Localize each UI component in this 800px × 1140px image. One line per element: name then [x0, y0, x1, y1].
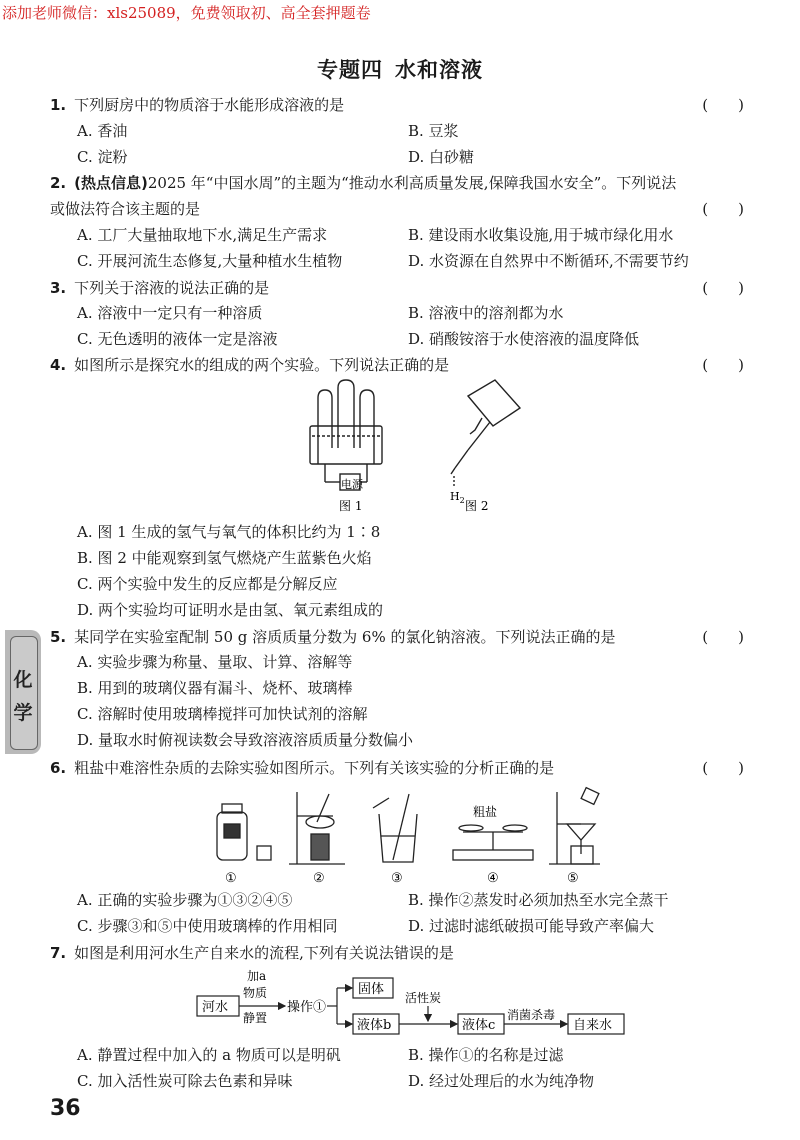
question-3: [50, 275, 746, 301]
option-b: B. 用到的玻璃仪器有漏斗、烧杯、玻璃棒: [77, 679, 353, 697]
option-d: D. 水资源在自然界中不断循环,不需要节约: [408, 252, 689, 270]
question-stem: 粗盐中难溶性杂质的去除实验如图所示。下列有关该实验的分析正确的是: [74, 759, 555, 777]
answer-blank: ( ): [702, 356, 744, 374]
answer-blank: ( ): [702, 759, 744, 777]
option-a: A. 溶液中一定只有一种溶质: [77, 304, 263, 322]
balance-icon: [453, 825, 533, 860]
river-water-label: 河水: [202, 1000, 229, 1015]
question-number: 2.: [50, 174, 67, 192]
water-experiments-figure: [290, 378, 550, 518]
option-c: C. 加入活性炭可除去色素和异味: [77, 1072, 293, 1090]
title-name: 水和溶液: [395, 58, 483, 82]
power-label: 电源: [341, 478, 363, 491]
title-topic: 专题四: [317, 58, 383, 82]
page-title: [0, 54, 800, 84]
option-d: D. 经过处理后的水为纯净物: [408, 1072, 595, 1090]
option-d: D. 白砂糖: [408, 148, 475, 166]
question-4: [50, 352, 746, 378]
fig2-caption: 图 2: [465, 499, 489, 513]
option-c: C. 开展河流生态修复,大量种植水生植物: [77, 252, 343, 270]
option-d: D. 过滤时滤纸破损可能导致产率偏大: [408, 917, 655, 935]
substance-label: 物质: [243, 986, 268, 1000]
subject-side-tab: [5, 630, 41, 754]
question-2: [50, 170, 746, 196]
question-number: 1.: [50, 96, 67, 114]
tap-water-label: 自来水: [573, 1018, 613, 1033]
question-stem: 下列关于溶液的说法正确的是: [74, 279, 270, 297]
option-a: A. 实验步骤为称量、量取、计算、溶解等: [77, 653, 353, 671]
answer-blank: ( ): [702, 200, 744, 218]
question-stem: 某同学在实验室配制 50 g 溶质质量分数为 6% 的氯化钠溶液。下列说法正确的是: [74, 628, 616, 646]
option-b: B. 豆浆: [408, 122, 459, 140]
liquid-c-label: 液体c: [462, 1018, 496, 1033]
question-stem: 2025 年“中国水周”的主题为“推动水利高质量发展,保障我国水安全”。下列说法: [147, 174, 677, 192]
step-label: ⑤: [567, 871, 579, 886]
fig1-caption: 图 1: [339, 499, 363, 513]
question-1: [50, 92, 746, 118]
settle-label: 静置: [243, 1011, 268, 1025]
question-6: [50, 755, 746, 781]
option-a: A. 工厂大量抽取地下水,满足生产需求: [77, 226, 328, 244]
h2-label: $H_2$: [450, 490, 465, 505]
filtration-apparatus-icon: [549, 788, 600, 864]
question-5: [50, 624, 746, 650]
question-stem: 如图所示是探究水的组成的两个实验。下列说法正确的是: [74, 356, 450, 374]
question-number: 4.: [50, 356, 67, 374]
option-c: C. 淀粉: [77, 148, 128, 166]
question-stem: 如图是利用河水生产自来水的流程,下列有关说法错误的是: [74, 944, 454, 962]
page-number: 36: [50, 1096, 81, 1121]
option-c: C. 步骤③和⑤中使用玻璃棒的作用相同: [77, 917, 338, 935]
option-b: B. 溶液中的溶剂都为水: [408, 304, 564, 322]
promo-note: 添加老师微信：xls25089，免费领取初、高全套押题卷: [2, 4, 371, 22]
water-treatment-flowchart: [195, 966, 635, 1040]
evaporation-apparatus-icon: [289, 792, 345, 864]
hydrogen-combustion-apparatus: [451, 380, 520, 486]
option-b: B. 操作②蒸发时必须加热至水完全蒸干: [408, 891, 669, 909]
question-number: 5.: [50, 628, 67, 646]
option-b: B. 操作①的名称是过滤: [408, 1046, 564, 1064]
option-a: A. 图 1 生成的氢气与氧气的体积比约为 1∶8: [77, 523, 381, 541]
question-number: 7.: [50, 944, 67, 962]
beaker-dissolving-icon: [373, 794, 417, 862]
coarse-salt-label: 粗盐: [473, 805, 498, 819]
option-a: A. 正确的实验步骤为①③②④⑤: [77, 891, 293, 909]
answer-blank: ( ): [702, 279, 744, 297]
solid-label: 固体: [358, 982, 385, 997]
question-number: 3.: [50, 279, 67, 297]
option-c: C. 溶解时使用玻璃棒搅拌可加快试剂的溶解: [77, 705, 368, 723]
option-d: D. 量取水时俯视读数会导致溶液溶质质量分数偏小: [77, 731, 414, 749]
side-tab-frame: [10, 636, 38, 750]
option-d: D. 硝酸铵溶于水使溶液的温度降低: [408, 330, 640, 348]
option-b: B. 图 2 中能观察到氢气燃烧产生蓝紫色火焰: [77, 549, 372, 567]
question-stem-cont: 或做法符合该主题的是: [50, 200, 201, 218]
question-stem: 下列厨房中的物质溶于水能形成溶液的是: [74, 96, 345, 114]
option-a: A. 静置过程中加入的 a 物质可以是明矾: [77, 1046, 341, 1064]
question-7: [50, 940, 746, 966]
disinfect-label: 消菌杀毒: [507, 1008, 556, 1022]
step-label: ③: [391, 871, 403, 886]
option-c: C. 无色透明的液体一定是溶液: [77, 330, 278, 348]
operation-1-label: 操作①: [287, 1000, 327, 1015]
answer-blank: ( ): [702, 628, 744, 646]
add-a-label: 加a: [247, 969, 267, 983]
option-b: B. 建设雨水收集设施,用于城市绿化用水: [408, 226, 674, 244]
question-number: 6.: [50, 759, 67, 777]
option-a: A. 香油: [77, 122, 128, 140]
option-c: C. 两个实验中发生的反应都是分解反应: [77, 575, 338, 593]
reagent-jar-icon: [217, 804, 271, 860]
step-label: ②: [313, 871, 325, 886]
liquid-b-label: 液体b: [357, 1018, 392, 1033]
side-tab-char: 学: [13, 702, 33, 724]
option-d: D. 两个实验均可证明水是由氢、氧元素组成的: [77, 601, 384, 619]
salt-purification-figure: [205, 784, 600, 886]
step-label: ①: [225, 871, 237, 886]
side-tab-char: 化: [13, 669, 33, 691]
step-label: ④: [487, 871, 499, 886]
activated-carbon-label: 活性炭: [405, 991, 442, 1005]
hot-topic-tag: (热点信息): [74, 174, 148, 192]
answer-blank: ( ): [702, 96, 744, 114]
electrolysis-apparatus: [310, 380, 382, 490]
question-2-line2: [50, 196, 746, 222]
